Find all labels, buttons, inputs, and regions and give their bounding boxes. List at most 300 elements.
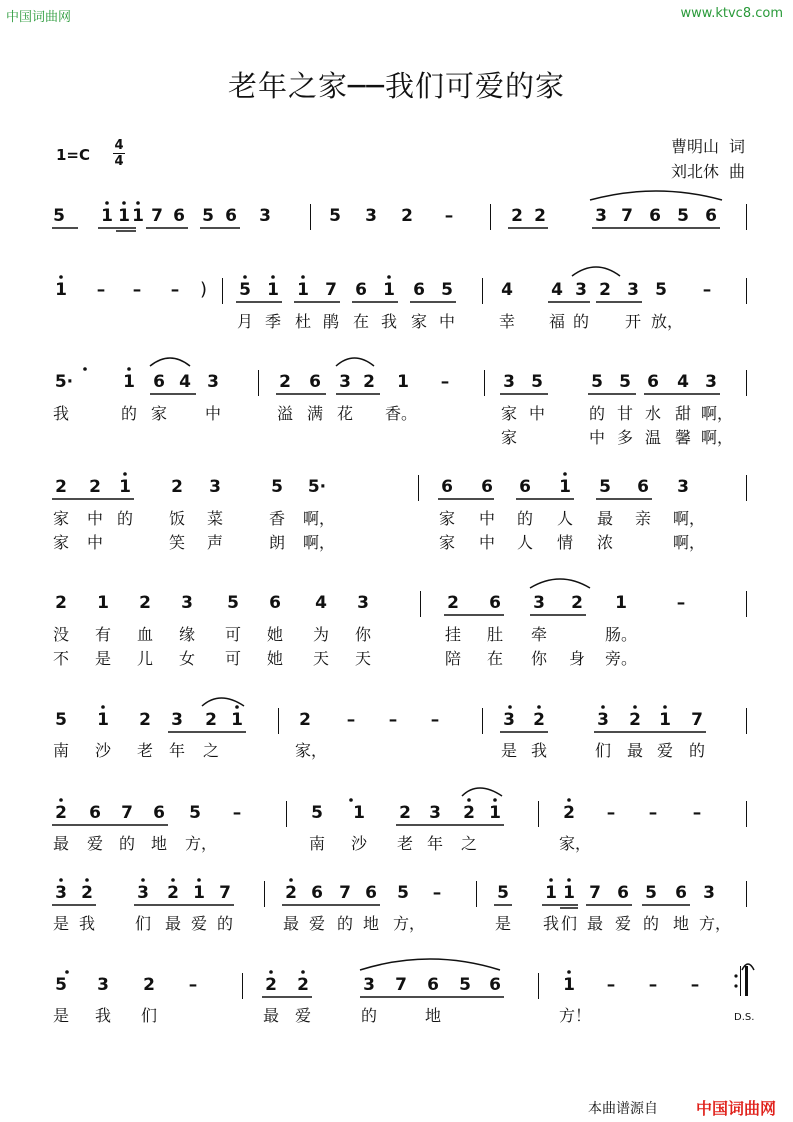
note: – — [648, 975, 658, 995]
note: 3 — [365, 206, 377, 226]
lyric: 爱 — [190, 914, 207, 933]
lyric: 家， — [295, 741, 328, 760]
lyric: 方， — [393, 914, 426, 933]
lyric: 是 — [94, 649, 111, 668]
note: 6 — [365, 883, 377, 903]
lyric: 之 — [460, 834, 477, 853]
note: 6 — [489, 593, 501, 613]
lyric: 是 — [52, 1006, 69, 1025]
lyric: 最 — [282, 914, 299, 933]
note: 2 — [139, 710, 151, 730]
note: – — [96, 280, 106, 300]
lyric: 可 — [224, 625, 241, 644]
lyric: 中 — [438, 312, 455, 331]
note: 3 — [209, 477, 221, 497]
lyric: 的 — [120, 404, 137, 423]
note: 7 — [121, 803, 133, 823]
watermark-right: www.ktvc8.com — [680, 6, 783, 21]
note: 7 — [621, 206, 633, 226]
note: – — [444, 206, 454, 226]
lyric: 家 — [500, 404, 517, 423]
note: 3 — [363, 975, 375, 995]
lyric: 地 — [362, 914, 379, 933]
note: 5 — [239, 280, 251, 300]
note: 6 — [355, 280, 367, 300]
lyric: 方， — [185, 834, 218, 853]
lyric: 是 — [494, 914, 511, 933]
note: 1 — [383, 280, 395, 300]
lyric: 可 — [224, 649, 241, 668]
lyric: 中 — [588, 428, 605, 447]
lyric: 啊， — [701, 404, 734, 423]
source-label: 本曲谱源自 — [588, 1101, 658, 1117]
lyric: 家 — [52, 509, 69, 528]
note: – — [132, 280, 142, 300]
note: 3 — [503, 710, 515, 730]
lyric: 的 — [572, 312, 589, 331]
lyric: 啊， — [303, 509, 336, 528]
lyric: 爱 — [656, 741, 673, 760]
note: 5 — [55, 710, 67, 730]
lyricist-role: 词 — [728, 137, 745, 156]
note: 3 — [137, 883, 149, 903]
note: – — [440, 372, 450, 392]
note: 3 — [705, 372, 717, 392]
note: 5 — [591, 372, 603, 392]
note: 1 — [101, 206, 113, 226]
note: 4 — [179, 372, 191, 392]
note: 2 — [534, 206, 546, 226]
lyric: 幸 — [498, 312, 515, 331]
note: – — [676, 593, 686, 613]
lyric: 为 — [312, 625, 329, 644]
lyric: 中 — [204, 404, 221, 423]
lyric: 天 — [312, 649, 329, 668]
note: – — [648, 803, 658, 823]
lyric: 最 — [626, 741, 643, 760]
note: – — [690, 975, 700, 995]
note: 1 — [231, 710, 243, 730]
note: 1 — [563, 883, 575, 903]
note: 5 — [441, 280, 453, 300]
lyric: 家 — [438, 533, 455, 552]
lyric: 南 — [308, 834, 325, 853]
lyric: 爱 — [86, 834, 103, 853]
watermark-left: 中国词曲网 — [6, 10, 72, 25]
note: 6 — [309, 372, 321, 392]
lyric: 朗 — [268, 533, 285, 552]
note: 1 — [97, 593, 109, 613]
note: 3 — [97, 975, 109, 995]
note: – — [606, 803, 616, 823]
lyric: 南 — [52, 741, 69, 760]
lyric: 家 — [438, 509, 455, 528]
note: 2 — [563, 803, 575, 823]
composer-name: 刘北休 — [670, 162, 719, 181]
note: 2 — [205, 710, 217, 730]
note: 7 — [339, 883, 351, 903]
note: 6 — [481, 477, 493, 497]
lyric: 溢 — [276, 404, 293, 423]
lyric: 不 — [52, 649, 69, 668]
lyric: 沙 — [94, 741, 111, 760]
note: 3 — [259, 206, 271, 226]
lyric: 方， — [699, 914, 732, 933]
lyric: 情 — [556, 533, 573, 552]
note: 1 — [132, 206, 144, 226]
note: 5 — [655, 280, 667, 300]
lyric: 有 — [94, 625, 111, 644]
source-site: 中国词曲网 — [696, 1099, 777, 1118]
lyric: 挂 — [444, 625, 461, 644]
note: 1 — [193, 883, 205, 903]
note: 2 — [285, 883, 297, 903]
note: – — [232, 803, 242, 823]
note: 3 — [171, 710, 183, 730]
lyric: 水 — [644, 404, 661, 423]
lyric: 儿 — [136, 649, 153, 668]
note: 6 — [89, 803, 101, 823]
note: 1 — [397, 372, 409, 392]
note: 3 — [207, 372, 219, 392]
lyric: 我 — [78, 914, 95, 933]
lyric: 甘 — [616, 404, 633, 423]
lyric: 家 — [150, 404, 167, 423]
note: 6 — [225, 206, 237, 226]
lyric: 她 — [266, 649, 283, 668]
lyric: 们 — [140, 1006, 157, 1025]
lyric: 最 — [262, 1006, 279, 1025]
note: 2 — [167, 883, 179, 903]
note: 6 — [153, 803, 165, 823]
note: 3 — [357, 593, 369, 613]
lyric: 方！ — [559, 1006, 592, 1025]
lyric: 们 — [134, 914, 151, 933]
lyric: 啊， — [303, 533, 336, 552]
note: 1 — [353, 803, 365, 823]
lyric: 家 — [410, 312, 427, 331]
note: 5 — [311, 803, 323, 823]
note: 7 — [691, 710, 703, 730]
time-top: 4 — [114, 138, 124, 153]
note: 3 — [55, 883, 67, 903]
note: 2 — [629, 710, 641, 730]
lyric: 开 — [624, 312, 641, 331]
lyric: 家 — [500, 428, 517, 447]
lyric: 甜 — [674, 404, 691, 423]
note: – — [346, 710, 356, 730]
note: – — [388, 710, 398, 730]
lyric: 中 — [528, 404, 545, 423]
lyric: 是 — [500, 741, 517, 760]
lyric: 她 — [266, 625, 283, 644]
note: 5 — [55, 975, 67, 995]
note: 5· — [54, 372, 74, 392]
lyric: 老 — [136, 741, 153, 760]
note: 3 — [597, 710, 609, 730]
lyric: 是 — [52, 914, 69, 933]
note: 4 — [501, 280, 513, 300]
lyricist-name: 曹明山 — [670, 137, 719, 156]
note: 3 — [575, 280, 587, 300]
lyric: 季 — [264, 312, 281, 331]
note: 1 — [559, 477, 571, 497]
lyric: 啊， — [701, 428, 734, 447]
note: 5 — [329, 206, 341, 226]
lyric: 我 — [542, 914, 559, 933]
lyric: 女 — [178, 649, 195, 668]
note: 2 — [81, 883, 93, 903]
lyric: 人 — [556, 509, 573, 528]
lyric: 鹃 — [322, 312, 339, 331]
lyric: 我 — [94, 1006, 111, 1025]
note: 1 — [119, 477, 131, 497]
note: – — [430, 710, 440, 730]
note: 2 — [511, 206, 523, 226]
note: 1 — [615, 593, 627, 613]
note: 7 — [219, 883, 231, 903]
note: 5 — [619, 372, 631, 392]
note: 2 — [363, 372, 375, 392]
lyric: 牵 — [530, 625, 547, 644]
lyric: 之 — [202, 741, 219, 760]
lyric: 爱 — [294, 1006, 311, 1025]
lyric: 的 — [516, 509, 533, 528]
time-bottom: 4 — [114, 154, 124, 169]
note: 1 — [267, 280, 279, 300]
lyric: 我 — [52, 404, 69, 423]
lyric: 身 — [568, 649, 585, 668]
note: 2 — [265, 975, 277, 995]
lyric: 最 — [164, 914, 181, 933]
lyric: 声 — [206, 533, 223, 552]
lyric: 最 — [586, 914, 603, 933]
note: 3 — [181, 593, 193, 613]
note: 7 — [151, 206, 163, 226]
note: 6 — [519, 477, 531, 497]
note: 3 — [503, 372, 515, 392]
lyric: 的 — [360, 1006, 377, 1025]
note: 5 — [531, 372, 543, 392]
note: 5 — [53, 206, 65, 226]
note: 2 — [89, 477, 101, 497]
note: 3 — [595, 206, 607, 226]
lyric: 的 — [588, 404, 605, 423]
note: 4 — [315, 593, 327, 613]
note: 1 — [297, 280, 309, 300]
lyric: 的 — [336, 914, 353, 933]
note: 2 — [171, 477, 183, 497]
lyric: 的 — [216, 914, 233, 933]
note: 6 — [427, 975, 439, 995]
lyric: 血 — [136, 625, 153, 644]
note: 5 — [599, 477, 611, 497]
key-signature: 1=C — [56, 146, 91, 164]
lyric: 爱 — [614, 914, 631, 933]
note: 5 — [271, 477, 283, 497]
note: 1 — [563, 975, 575, 995]
lyric: 天 — [354, 649, 371, 668]
note: 2 — [599, 280, 611, 300]
note: 2 — [299, 710, 311, 730]
lyric: 亲 — [634, 509, 651, 528]
note: 2 — [401, 206, 413, 226]
note: 5 — [645, 883, 657, 903]
lyric: 年 — [426, 834, 443, 853]
lyric: 啊， — [673, 509, 706, 528]
note: 6 — [647, 372, 659, 392]
lyric: 你 — [354, 625, 371, 644]
note: 1 — [123, 372, 135, 392]
note: 2 — [55, 803, 67, 823]
lyric: 在 — [352, 312, 369, 331]
note: – — [432, 883, 442, 903]
lyric: 地 — [150, 834, 167, 853]
lyric: 肚 — [486, 625, 503, 644]
lyric: 地 — [672, 914, 689, 933]
note: 6 — [637, 477, 649, 497]
note: 1 — [97, 710, 109, 730]
note: 2 — [571, 593, 583, 613]
note: 3 — [677, 477, 689, 497]
ds-mark: D.S. — [734, 1012, 755, 1023]
lyric: 肠。 — [605, 625, 638, 644]
note: 4 — [551, 280, 563, 300]
lyric: 浓 — [596, 533, 613, 552]
lyric: 福 — [548, 312, 565, 331]
note: 2 — [447, 593, 459, 613]
lyric: 在 — [486, 649, 503, 668]
note: 3 — [627, 280, 639, 300]
lyric: 满 — [306, 404, 323, 423]
note: 6 — [173, 206, 185, 226]
lyric: 放， — [651, 312, 684, 331]
note: 2 — [279, 372, 291, 392]
lyric: 人 — [516, 533, 533, 552]
lyric: 家， — [559, 834, 592, 853]
note: 1 — [659, 710, 671, 730]
note: 7 — [325, 280, 337, 300]
lyric: 陪 — [444, 649, 461, 668]
note: 5 — [497, 883, 509, 903]
note: 5 — [459, 975, 471, 995]
note: 6 — [649, 206, 661, 226]
note: 2 — [55, 593, 67, 613]
composer-role: 曲 — [728, 162, 745, 181]
lyric: 没 — [52, 625, 69, 644]
note: – — [170, 280, 180, 300]
note: 3 — [703, 883, 715, 903]
note: 6 — [413, 280, 425, 300]
note: 3 — [533, 593, 545, 613]
lyric: 香。 — [385, 404, 418, 423]
note: 5 — [397, 883, 409, 903]
note: 5· — [307, 477, 327, 497]
note: 5 — [227, 593, 239, 613]
note: 6 — [489, 975, 501, 995]
lyric: 月 — [236, 312, 253, 331]
lyric: 的 — [116, 509, 133, 528]
lyric: 中 — [86, 533, 103, 552]
lyric: 老 — [396, 834, 413, 853]
lyric: 的 — [642, 914, 659, 933]
note: 3 — [429, 803, 441, 823]
lyric: 饭 — [168, 509, 185, 528]
lyric: 香 — [268, 509, 285, 528]
note: 6 — [269, 593, 281, 613]
lyric: 最 — [596, 509, 613, 528]
note: – — [702, 280, 712, 300]
lyric: 家 — [52, 533, 69, 552]
lyric: 多 — [616, 428, 633, 447]
lyric: 缘 — [178, 625, 195, 644]
note: 2 — [143, 975, 155, 995]
lyric: 花 — [336, 404, 353, 423]
lyric: 爱 — [308, 914, 325, 933]
note: 3 — [339, 372, 351, 392]
lyric: 的 — [688, 741, 705, 760]
note: 5 — [202, 206, 214, 226]
note: – — [188, 975, 198, 995]
note: 1 — [545, 883, 557, 903]
note: 6 — [617, 883, 629, 903]
note: 2 — [139, 593, 151, 613]
note: 2 — [297, 975, 309, 995]
lyric: 旁。 — [605, 649, 638, 668]
lyric: 沙 — [350, 834, 367, 853]
note: 6 — [675, 883, 687, 903]
lyric: 中 — [86, 509, 103, 528]
note: 6 — [311, 883, 323, 903]
lyric: 我 — [530, 741, 547, 760]
lyric: 我 — [380, 312, 397, 331]
lyric: 年 — [168, 741, 185, 760]
lyric: 杜 — [294, 312, 311, 331]
note: 5 — [189, 803, 201, 823]
note: 1 — [489, 803, 501, 823]
lyric: 你 — [530, 649, 547, 668]
lyric: 最 — [52, 834, 69, 853]
note: 5 — [677, 206, 689, 226]
note: 6 — [705, 206, 717, 226]
lyric: 中 — [478, 533, 495, 552]
note: 6 — [153, 372, 165, 392]
lyric: 地 — [424, 1006, 441, 1025]
note: 1 — [55, 280, 67, 300]
note: – — [692, 803, 702, 823]
note: 2 — [463, 803, 475, 823]
lyric: 笑 — [168, 533, 185, 552]
note: – — [606, 975, 616, 995]
note: 2 — [399, 803, 411, 823]
note: 6 — [441, 477, 453, 497]
note: 2 — [55, 477, 67, 497]
closing-paren: ) — [200, 279, 208, 300]
lyric: 馨 — [674, 428, 691, 447]
note: 7 — [395, 975, 407, 995]
note: 2 — [533, 710, 545, 730]
lyric: 温 — [644, 428, 661, 447]
note: 7 — [589, 883, 601, 903]
lyric: 们 — [594, 741, 611, 760]
lyric: 的 — [118, 834, 135, 853]
note: 1 — [118, 206, 130, 226]
lyric: 菜 — [206, 509, 223, 528]
lyric: 中 — [478, 509, 495, 528]
lyric: 啊， — [673, 533, 706, 552]
note: 4 — [677, 372, 689, 392]
lyric: 们 — [560, 914, 577, 933]
